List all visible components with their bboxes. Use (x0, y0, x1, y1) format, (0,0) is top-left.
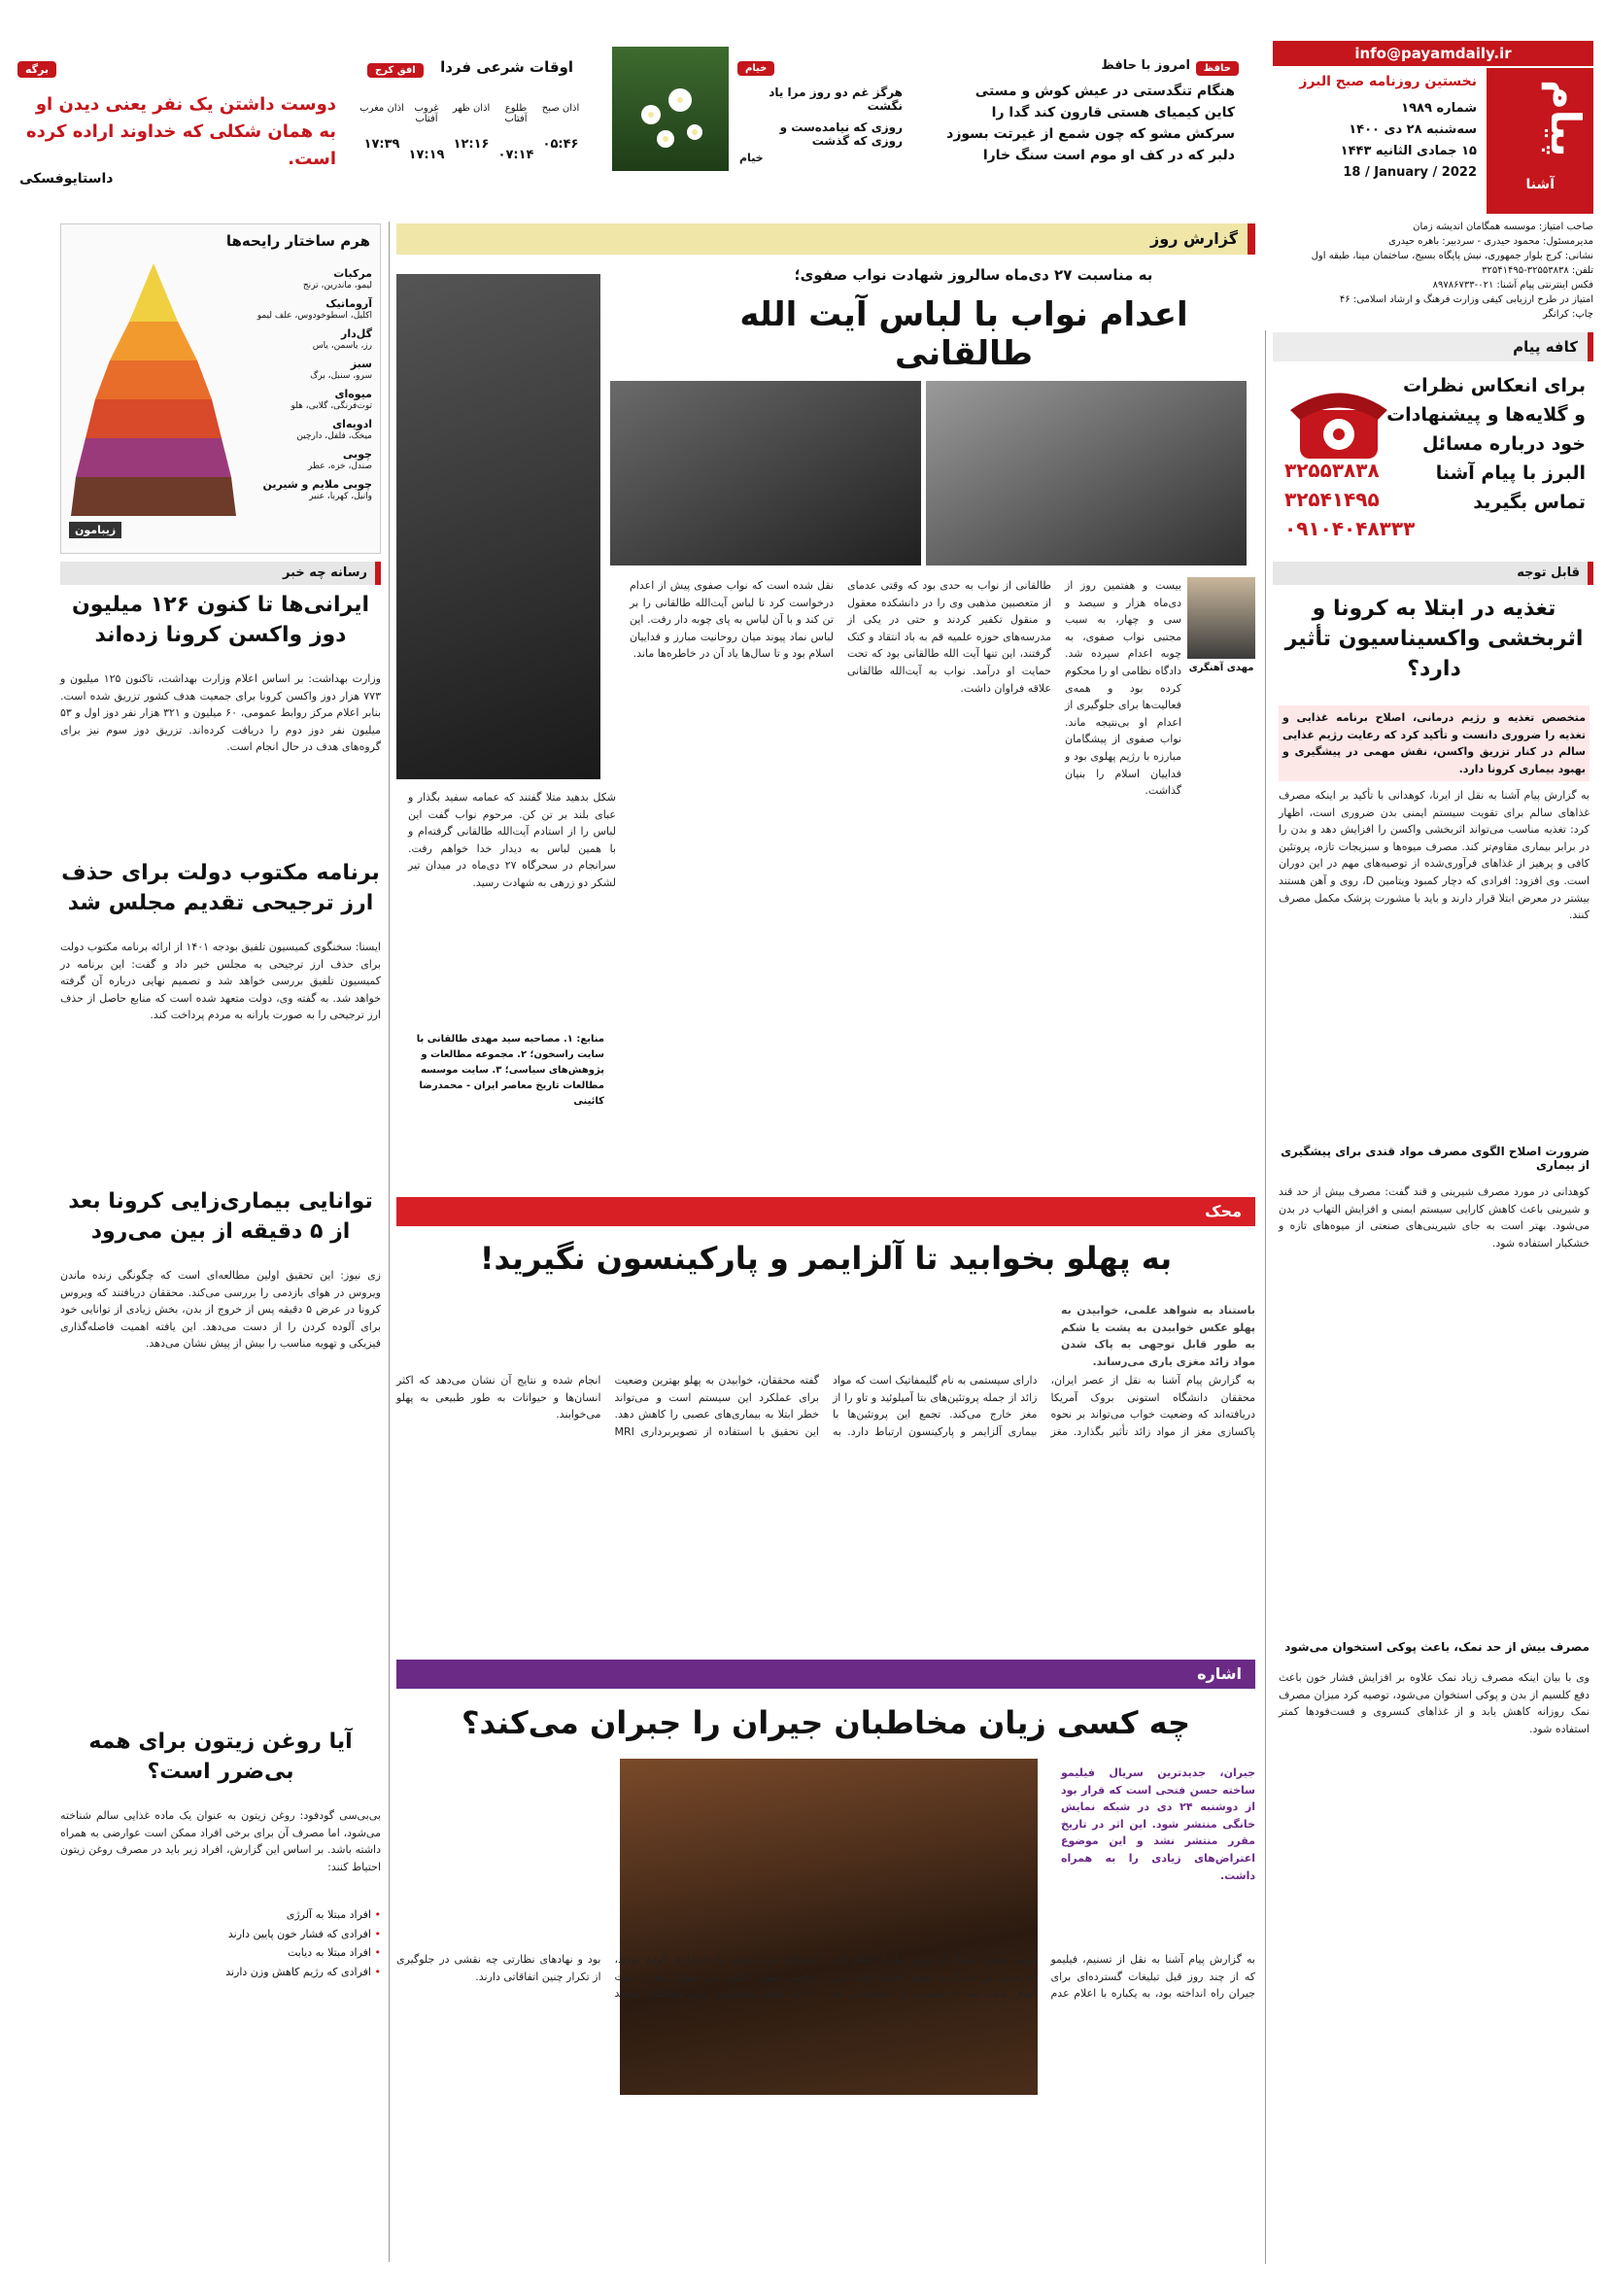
rasane-b4-item-3: • افرادی که رژیم کاهش وزن دارند (60, 1964, 381, 1981)
gozaresh-source: منابع: ۱. مصاحبه سید مهدی طالقانی با سایت راسخون؛ ۲. مجموعه مطالعات و پژوهش‌های سیاسی؛ ۳. سایت موسسه مطالعات تاریخ معاصر ایران - محمدرضا کائینی (416, 1034, 604, 1107)
sharei-v0: ۰۵:۴۶ (542, 137, 579, 152)
eshare-body: به گزارش پیام آشنا به نقل از تسنیم، فیلیمو که از چند روز قبل تبلیغات گسترده‌ای برای جیران راه انداخته بود، به یکباره با اعلام عدم صدور مجوز انتشار از سوی ساترا، اعلام کرد که پخش این سریال به تعویق افتاده است. این اتفاق باعث شد تا بسیاری از مخاطبانی که اشتراک این پلتفرم را خریداری کرده بودند، ناراضی شوند. اکنون این سوال مطرح است که چه کسی پاسخگوی زیان مخاطبان خواهد بود و نهادهای نظارتی چه نقشی در جلوگیری از تکرار چنین اتفاقاتی دارند. (396, 1953, 1255, 2001)
cafe-title: کافه پیام (1273, 332, 1593, 361)
author-name: مهدی آهنگری (1188, 663, 1254, 673)
pyramid-level-1: آروماتیک اکلیل، اسطوخودوس، علف لیمو (256, 297, 372, 321)
pyramid-box (60, 223, 381, 554)
hafez-line-0: هنگام تنگدستی در عیش کوش و مستی (974, 84, 1235, 99)
behdasht-title: تغذیه در ابتلا به کرونا و اثربخشی واکسیناسیون تأثیر دارد؟ (1284, 597, 1584, 681)
eshare-lead: جیران، جدیدترین سریال فیلیمو ساخته حسن فتحی است که قرار بود از دوشنبه ۲۴ دی در شبکه نمایش خانگی منتشر شود. این اثر در تاریخ مقرر منتشر نشد و این موضوع اعتراض‌های زیادی را به همراه داشت. (1061, 1766, 1255, 1882)
photo-nawab-standing (396, 274, 600, 779)
quote-box (10, 47, 340, 187)
behdasht-body2: کوهدانی در مورد مصرف شیرینی و قند گفت: مصرف بیش از حد قند و شیرینی باعث کاهش کارایی سیستم ایمنی و افزایش التهاب در بدن می‌شود. بهتر است به جای شیرینی‌های صنعتی از میوه‌های تازه و خشکبار استفاده شود. (1279, 1185, 1590, 1250)
rasane-b4: بی‌بی‌سی گودفود: روغن زیتون به عنوان یک ماده غذایی سالم شناخته می‌شود، اما مصرف آن برای برخی افراد ممکن است عوارضی به همراه داشته باشد. بر اساس این گزارش، افراد زیر باید در مصرف روغن زیتون احتیاط کنند: (60, 1809, 381, 1873)
mahak-box (396, 1197, 1255, 1648)
date-fa: سه‌شنبه ۲۸ دی ۱۴۰۰ (1349, 122, 1477, 137)
pyramid-level-3: سبز سرو، سنبل، برگ (310, 358, 372, 381)
sharei-tag: افق کرج (367, 58, 424, 78)
photo-nawab-tied (926, 381, 1247, 565)
cafe-phone-2[interactable]: ۰۹۱۰۴۰۴۸۳۳۳ (1284, 517, 1416, 540)
staff-info: صاحب امتیاز: موسسه همگامان اندیشه زمان مدیرمسئول: محمود حیدری - سردبیر: باهره حیدری نشانی: کرج بلوار جمهوری، نبش پایگاه بسیج، ساختمان مینا، طبقه اول تلفن: ۳۲۵۵۳۸۳۸-۳۲۵۴۱۴۹۵ فکس اینترنتی پیام آشنا: ۰۲۱-۸۹۷۸۶۷۳۳ امتیاز در طرح ارزیابی کیفی وزارت فرهنگ و ارشاد اسلامی: ۴۶ چاپ: کرانگر (1311, 222, 1593, 320)
logo-sub: آشنا (1525, 177, 1555, 192)
cafe-line-4: تماس بگیرید (1473, 492, 1586, 513)
mahak-body: به گزارش پیام آشنا به نقل از عصر ایران، محققان دانشگاه استونی بروک آمریکا دریافته‌اند که وضعیت خواب می‌تواند بر نحوه پاکسازی مغز از مواد زائد تأثیر بگذارد. مغز دارای سیستمی به نام گلیمفاتیک است که مواد زائد از جمله پروتئین‌های بتا آمیلوئید و تاو را از مغز خارج می‌کند. تجمع این پروتئین‌ها با بیماری آلزایمر و پارکینسون ارتباط دارد. به گفته محققان، خوابیدن به پهلو بهترین وضعیت برای عملکرد این سیستم است و می‌تواند خطر ابتلا به بیماری‌های عصبی را کاهش دهد. این تحقیق با استفاده از تصویربرداری MRI انجام شده و نتایج آن نشان می‌دهد که اکثر انسان‌ها و حیوانات به طور طبیعی به پهلو می‌خوابند. (396, 1374, 1255, 1438)
date-ar: ۱۵ جمادی الثانیه ۱۴۴۳ (1340, 144, 1477, 158)
eshare-section: اشاره (396, 1660, 1255, 1689)
sharei-h0: اذان صبح (541, 103, 580, 114)
pyramid-chart (71, 263, 236, 545)
quote-tag: برگه (17, 58, 56, 78)
sharei-table (359, 103, 583, 162)
pyramid-level-5: ادویه‌ای میخک، فلفل، دارچین (296, 418, 372, 441)
author-photo (1187, 577, 1255, 659)
pyramid-levels (226, 267, 372, 502)
eshare-box (396, 1660, 1255, 2272)
behdasht-lead: متخصص تغذیه و رژیم درمانی، اصلاح برنامه غذایی و تغذیه را ضروری دانست و تأکید کرد که رعایت رژیم غذایی سالم در کنار تزریق واکسن، نقش مهمی در پیشگیری و بهبود بیماری کرونا دارد. (1279, 705, 1590, 781)
khayyam-author: خیام (739, 152, 764, 164)
rasane-b4-item-2: • افراد مبتلا به دیابت (60, 1944, 381, 1962)
rasane-b4-list (60, 1906, 381, 1982)
behdasht-column (1273, 562, 1593, 2252)
sharei-h3: غروب آفتاب (414, 103, 439, 124)
sharei-v2: ۱۲:۱۶ (453, 137, 490, 152)
behdasht-body3: وی با بیان اینکه مصرف زیاد نمک علاوه بر افزایش فشار خون باعث دفع کلسیم از بدن و پوکی استخوان می‌شود، توصیه کرد میزان مصرف نمک روزانه کاهش یابد و از غذاهای کنسروی و فست‌فودها کمتر استفاده شود. (1279, 1671, 1590, 1735)
gozaresh-box (396, 223, 1255, 1185)
sharei-h4: اذان مغرب (359, 103, 404, 114)
behdasht-section: قابل توجه (1273, 562, 1593, 585)
cafe-line-0: برای انعکاس نظرات (1403, 375, 1586, 396)
sharei-box (359, 47, 583, 171)
gozaresh-col-2: طالقانی از نواب به حدی بود که وقتی عدمای از متعصبین مذهبی وی را در دانشکده معقول و منقول تکفیر کردند و حتی در یکی از مدرسه‌های حوزه علمیه قم به باد انتقاد و کتک گرفتند، این تنها آیت الله طالقانی بود که تحت حمایت او درآمد. نواب به آیت‌الله طالقانی علاقه فراوان داشت. (847, 579, 1051, 695)
rasane-b1: وزارت بهداشت: بر اساس اعلام وزارت بهداشت، تاکنون ۱۲۵ میلیون و ۷۷۳ هزار دوز واکسن کرونا برای جمعیت هدف کشور تزریق شده است. بنابر اعلام مرکز روابط عمومی، ۶۰ میلیون و ۳۲۱ هزار نفر دوز اول و ۵۳ میلیون نفر دوز دوم را دریافت کرده‌اند. تزریق دوز سوم نیز برای گروه‌های هدف در حال انجام است. (60, 672, 381, 754)
sharei-h2: اذان ظهر (452, 103, 491, 114)
issue: شماره ۱۹۸۹ (1401, 101, 1477, 116)
cafe-line-1: و گلایه‌ها و پیشنهادات (1386, 404, 1586, 426)
hafez-line-1: کاین کیمیای هستی قارون کند گدا را (991, 105, 1235, 120)
tagline: نخستین روزنامه صبح البرز (1299, 74, 1477, 89)
quote-author: داستایوفسکی (19, 171, 114, 187)
flower-icon (612, 47, 729, 171)
cafe-line-2: خود درباره مسائل (1421, 433, 1586, 455)
gozaresh-kicker: به مناسبت ۲۷ دی‌ماه سالروز شهادت نواب صفوی؛ (794, 266, 1153, 284)
logo: پیام (1542, 80, 1590, 157)
sharei-h1: طلوع آفتاب (504, 103, 528, 124)
phone-icon (1281, 371, 1397, 468)
email-bar: info@payamdaily.ir (1273, 41, 1593, 66)
eshare-title: چه کسی زیان مخاطبان جیران را جبران می‌کند؟ (461, 1704, 1191, 1741)
left-divider (389, 222, 390, 2262)
rasane-b4-item-0: • افراد مبتلا به آلرژی (60, 1906, 381, 1924)
mahak-lead: باستناد به شواهد علمی، خوابیدن به پهلو عکس خوابیدن به پشت یا شکم به طور قابل توجهی به پاک شدن مواد زائد مغزی یاری می‌رساند. (1061, 1304, 1255, 1368)
pyramid-level-6: چوبی صندل، خزه، عطر (307, 448, 372, 471)
khayyam-line-0: هرگز غم دو روز مرا یاد نگشت (769, 86, 903, 113)
gozaresh-title: اعدام نواب با لباس آیت الله طالقانی (739, 295, 1188, 373)
pyramid-level-2: گل‌دار رز، یاسمن، یاس (312, 327, 372, 351)
hafez-line-2: سرکش مشو که چون شمع از غیرتت بسوزد (946, 126, 1235, 142)
hafez-title: امروز با حافظ (1101, 58, 1190, 73)
gozaresh-col-4: شکل بدهید متلا گفتند که عمامه سفید بگذار و عبای بلند بر تن کن. مرحوم نواب گفت این لباس را از استادم آیت‌الله طالقانی گرفته‌ام و با همین لباس به دیدار خدا خواهم رفت. سرانجام در سحرگاه ۲۷ دی‌ماه در میدان تیر لشکر دو زرهی به شهادت رسید. (408, 791, 616, 889)
rasane-t3: توانایی بیماری‌زایی کرونا بعد از ۵ دقیقه از بین می‌رود (68, 1189, 373, 1244)
behdasht-body: به گزارش پیام آشنا به نقل از ایرنا، کوهدانی با تأکید بر اینکه مصرف غذاهای سالم برای تقویت سیستم ایمنی بدن ضروری است، اظهار کرد: تغذیه مناسب می‌تواند اثربخشی واکسن را افزایش دهد و بدن را در برابر بیماری مقاوم‌تر کند. مصرف میوه‌ها و سبزیجات تازه، پروتئین کافی و پرهیز از غذاهای فرآوری‌شده از توصیه‌های مهم در این دوران است. وی افزود: افرادی که دچار کمبود ویتامین D، روی و آهن هستند بیشتر در معرض ابتلا قرار دارند و باید با مشورت پزشک مکمل مصرف کنند. (1279, 789, 1590, 922)
pyramid-level-4: میوه‌ای توت‌فرنگی، گلابی، هلو (291, 388, 372, 411)
gozaresh-section: گزارش روز (396, 223, 1255, 255)
pyramid-level-7: چوبی ملایم و شیرین وانیل، کهربا، عنبر (262, 478, 372, 501)
behdasht-sub2: مصرف بیش از حد نمک، باعث پوکی استخوان می‌شود (1284, 1640, 1590, 1654)
pyramid-brand: زیبامون (69, 522, 121, 538)
top-bar (0, 47, 1263, 187)
hafez-line-3: دلبر که در کف او موم است سنگ خارا (982, 148, 1235, 163)
gozaresh-col-3: نقل شده است که نواب صفوی پیش از اعدام درخواست کرد تا لباس آیت‌الله طالقانی را بر تن کند و با آن لباس به پای چوبه دار رفت. این لباس نماد پیوند میان روحانیت مبارز و فداییان اسلام بود و تا سال‌ها یاد آن در خاطره‌ها ماند. (630, 579, 834, 661)
cafe-box (1273, 332, 1593, 548)
rasane-column (60, 562, 381, 2252)
cafe-phone-0[interactable]: ۳۲۵۵۳۸۳۸ (1284, 459, 1380, 482)
sharei-title: اوقات شرعی فردا (440, 58, 573, 76)
rasane-b3: زی نیوز: این تحقیق اولین مطالعه‌ای است که چگونگی زنده ماندن ویروس در هوای بازدمی را بررسی می‌کند. محققان دریافتند که ویروس کرونا در عرض ۵ دقیقه پس از خروج از بدن، بخش زیادی از توانایی خود برای آلوده کردن را از دست می‌دهد. این یافته اهمیت فاصله‌گذاری فیزیکی و تهویه مناسب را بیش از پیش نشان می‌دهد. (60, 1269, 381, 1351)
behdasht-sub1: ضرورت اصلاح الگوی مصرف مواد قندی برای پیشگیری از بیماری (1281, 1145, 1590, 1172)
quote-text: دوست داشتن یک نفر یعنی دیدن او به همان شکلی که خداوند اراده کرده است. (25, 94, 336, 169)
rasane-t4: آیا روغن زیتون برای همه بی‌ضرر است؟ (88, 1730, 353, 1784)
rasane-t1: ایرانی‌ها تا کنون ۱۲۶ میلیون دوز واکسن کرونا زده‌اند (72, 593, 369, 647)
date-en: 18 / January / 2022 (1343, 165, 1477, 180)
pyramid-level-0: مرکبات لیمو، ماندرین، ترنج (302, 267, 372, 291)
rasane-section: رسانه چه خبر (60, 562, 381, 585)
right-divider (1265, 330, 1266, 2264)
gozaresh-col-1: بیست و هفتمین روز از دی‌ماه هزار و سیصد و سی و چهار، به سبب مجتبی نواب صفوی، به چوبه اعدام سپرده شد. دادگاه نظامی او را محکوم کرده بود و همه‌ی فعالیت‌ها برای جلوگیری از اعدام او بی‌نتیجه ماند. نواب صفوی از پیشگامان مبارزه با رژیم پهلوی بود و فداییان اسلام را بنیان گذاشت. (1065, 579, 1181, 798)
mahak-section: محک (396, 1197, 1255, 1226)
mahak-title: به پهلو بخوابید تا آلزایمر و پارکینسون نگیرید! (479, 1240, 1173, 1277)
pyramid-title: هرم ساختار رایحه‌ها (225, 232, 370, 250)
hafez-tag: حافظ (1196, 56, 1239, 76)
flower-image (612, 47, 729, 171)
cafe-line-3: البرز با پیام آشنا (1435, 463, 1586, 484)
khayyam-line-1: روزی که نیامده‌ست و روزی که گذشت (779, 120, 903, 148)
photo-nawab-execution (610, 381, 921, 565)
sharei-v3: ۱۷:۱۹ (408, 148, 445, 162)
rasane-b2: ایسنا: سخنگوی کمیسیون تلفیق بودجه ۱۴۰۱ از ارائه برنامه مکتوب دولت برای حذف ارز ترجیحی به مجلس خبر داد و گفت: این برنامه در کمیسیون تلفیق بررسی خواهد شد و تصمیم نهایی درباره آن گرفته خواهد شد. به گفته وی، دولت متعهد شده است که منابع حاصل از حذف ارز ترجیحی را به صورت یارانه به مردم پرداخت کند. (60, 941, 381, 1022)
cafe-phone-1[interactable]: ۳۲۵۴۱۴۹۵ (1284, 488, 1380, 511)
hafez-box (918, 47, 1239, 171)
rasane-b4-item-1: • افرادی که فشار خون پایین دارند (60, 1926, 381, 1943)
khayyam-tag: خیام (737, 56, 774, 76)
khayyam-box (734, 47, 908, 171)
sharei-v1: ۰۷:۱۴ (497, 148, 534, 162)
sharei-v4: ۱۷:۳۹ (363, 137, 400, 152)
rasane-t2: برنامه مکتوب دولت برای حذف ارز ترجیحی تقدیم مجلس شد (61, 861, 380, 915)
masthead (1273, 41, 1593, 323)
